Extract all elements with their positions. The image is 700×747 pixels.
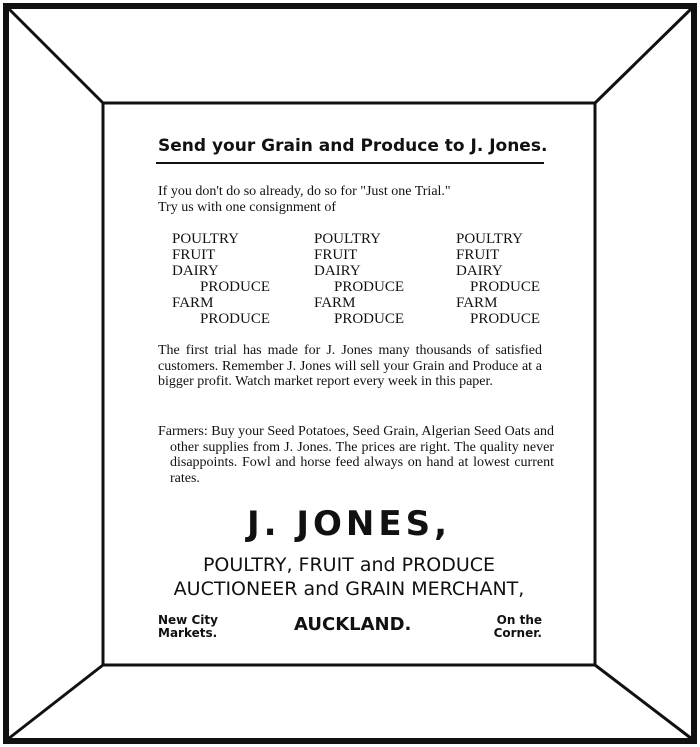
produce-column-2 (314, 231, 404, 327)
business-line-1: POULTRY, FRUIT and PRODUCE (202, 554, 496, 576)
intro-paragraph (158, 184, 548, 215)
produce-item: PRODUCE (200, 279, 271, 295)
footer-location (158, 614, 218, 640)
footer-corner (472, 614, 542, 640)
footer-right-line-2: Corner. (493, 626, 542, 640)
intro-line-1: If you don't do so already, do so for "Just one Trial." (158, 184, 451, 199)
produce-item: POULTRY (456, 231, 523, 247)
produce-item: PRODUCE (334, 311, 405, 327)
footer-left-line-2: Markets. (158, 626, 218, 640)
produce-item: DAIRY (314, 263, 361, 279)
produce-item: FARM (172, 295, 214, 311)
footer-city: AUCKLAND. (294, 614, 412, 635)
produce-item: PRODUCE (200, 311, 271, 327)
farmers-paragraph: Farmers: Buy your Seed Potatoes, Seed Grain, Algerian Seed Oats and other supplies from J. Jones. The prices are right. The quality never disappoints. Fowl and horse feed always on hand at lowest current rates. (158, 424, 554, 486)
produce-column-3 (456, 231, 540, 327)
produce-item: FRUIT (172, 247, 216, 263)
advertisement-panel (106, 106, 592, 662)
produce-item: POULTRY (314, 231, 381, 247)
produce-item: PRODUCE (470, 311, 541, 327)
business-name: J. JONES, (246, 504, 452, 544)
headline-rule (156, 162, 544, 164)
produce-item: FRUIT (314, 247, 358, 263)
produce-item: DAIRY (172, 263, 219, 279)
produce-item: FRUIT (456, 247, 500, 263)
trial-paragraph: The first trial has made for J. Jones many thousands of satisfied customers. Remember J. Jones will sell your Grain and Produce at a bigger profit. Watch market report every week in this paper. (158, 343, 542, 389)
produce-item: PRODUCE (470, 279, 541, 295)
intro-line-2: Try us with one consignment of (158, 199, 336, 215)
produce-item: PRODUCE (334, 279, 405, 295)
produce-item: POULTRY (172, 231, 239, 247)
footer-left-line-1: New City (158, 613, 218, 627)
footer-right-line-1: On the (496, 613, 542, 627)
produce-column-1 (172, 231, 270, 327)
headline: Send your Grain and Produce to J. Jones. (158, 136, 548, 156)
produce-item: DAIRY (456, 263, 503, 279)
produce-item: FARM (314, 295, 356, 311)
business-line-2: AUCTIONEER and GRAIN MERCHANT, (173, 578, 525, 600)
produce-item: FARM (456, 295, 498, 311)
